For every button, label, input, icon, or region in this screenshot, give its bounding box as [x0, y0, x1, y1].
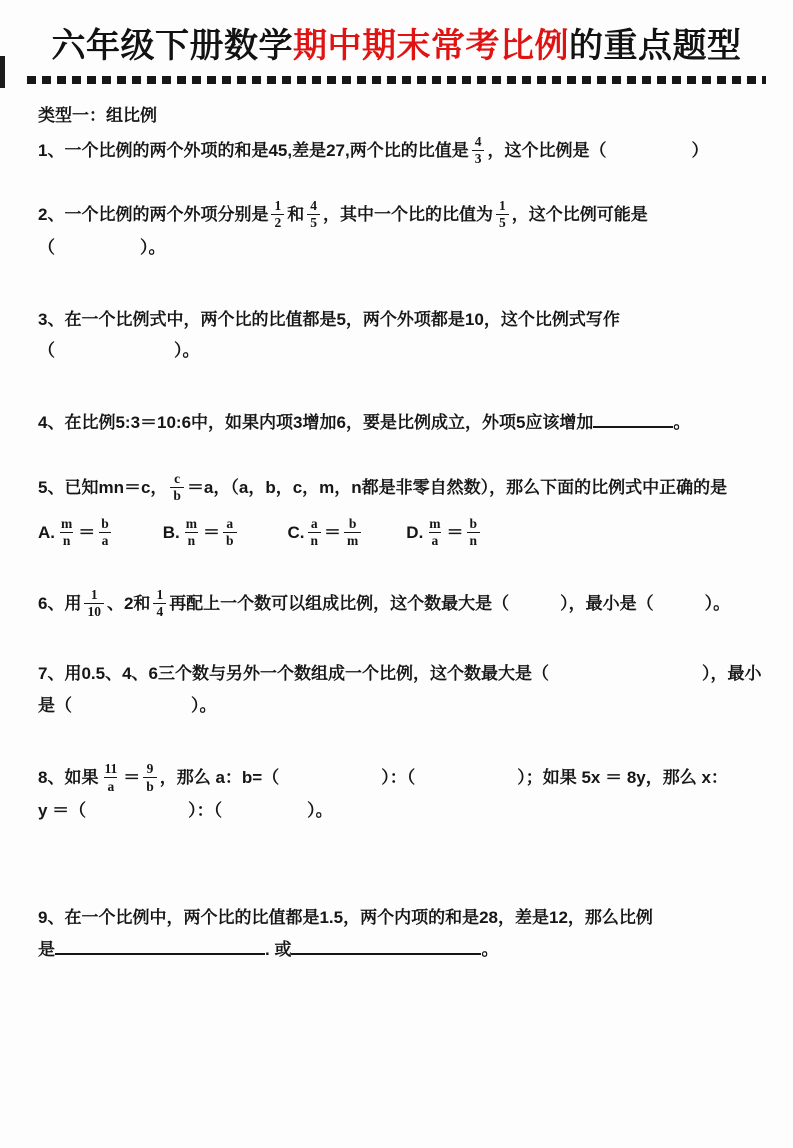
- fraction-numerator: m: [429, 515, 441, 531]
- fraction-denominator: b: [170, 487, 184, 503]
- text-run: 4、在比例5:3＝10:6中，如果内项3增加6，要是比例成立，外项5应该增加: [38, 413, 594, 433]
- text-run: ，这个比例是（ ）: [487, 140, 709, 160]
- fraction: [271, 199, 284, 230]
- questions: [38, 133, 763, 965]
- scan-artifact: [0, 56, 5, 88]
- fraction: [496, 199, 509, 230]
- fraction-denominator: a: [429, 532, 442, 548]
- text-run: ，这个比例可能是: [511, 204, 648, 224]
- fraction-denominator: 5: [496, 214, 509, 230]
- text-run: 1、一个比例的两个外项的和是45,差是27,两个比的比值是: [38, 140, 469, 160]
- title-part-black-1: 六年级下册数学: [51, 27, 293, 65]
- text-run: D.: [406, 522, 424, 542]
- fraction-denominator: n: [60, 532, 74, 548]
- fraction-denominator: n: [467, 532, 481, 548]
- fraction-denominator: a: [99, 532, 112, 548]
- question-3: [38, 305, 763, 367]
- text-run: ＝: [324, 522, 342, 542]
- text-run: 。: [673, 413, 691, 433]
- fraction: [153, 588, 166, 619]
- text-run: 5、已知mn＝c，: [38, 477, 168, 497]
- question-5: [38, 470, 763, 549]
- text-run: 。: [481, 939, 499, 959]
- dotted-divider: [27, 76, 766, 84]
- text-run: B.: [162, 522, 180, 542]
- question-line: [38, 903, 763, 933]
- fraction: [472, 135, 485, 166]
- fraction-numerator: 4: [310, 197, 317, 213]
- fraction-numerator: b: [348, 515, 357, 531]
- fraction: [344, 517, 361, 548]
- question-line: [38, 659, 763, 689]
- fraction-denominator: 10: [84, 603, 104, 619]
- text-run: （ ）。: [38, 341, 200, 361]
- text-run: 2、一个比例的两个外项分别是: [38, 204, 269, 224]
- text-run: . 或: [265, 939, 292, 959]
- text-run: 3、在一个比例式中，两个比的比值都是5，两个外项都是10，这个比例式写作: [38, 309, 620, 329]
- fraction-denominator: b: [143, 777, 157, 793]
- fraction-numerator: 1: [498, 197, 506, 213]
- text-run: ＝: [203, 522, 221, 542]
- fraction: [170, 472, 184, 503]
- text-run: ＝: [446, 522, 464, 542]
- section-heading: 类型一：组比例: [38, 105, 157, 125]
- fraction: [84, 588, 104, 619]
- answer-blank: [55, 938, 265, 954]
- text-run: ＝: [78, 522, 96, 542]
- text-run: （ ）。: [38, 237, 166, 257]
- question-1: [38, 133, 763, 167]
- fraction: [308, 517, 322, 548]
- question-line: [38, 470, 763, 504]
- fraction-denominator: b: [223, 532, 237, 548]
- fraction-numerator: b: [469, 515, 478, 531]
- fraction-numerator: 1: [90, 586, 98, 602]
- question-line: [38, 233, 763, 263]
- text-run: y ＝（ ）：（ ）。: [38, 801, 333, 821]
- fraction: [307, 199, 320, 230]
- question-line: [38, 796, 763, 826]
- text-run: 再配上一个数可以组成比例，这个数最大是（ ），最小是（ ）。: [169, 593, 731, 613]
- fraction-denominator: n: [308, 532, 322, 548]
- fraction-denominator: 3: [472, 150, 485, 166]
- text-run: 7、用0.5、4、6三个数与另外一个数组成一个比例，这个数最大是（ ），最小: [38, 663, 762, 683]
- fraction-numerator: 4: [474, 133, 482, 149]
- fraction-numerator: 9: [146, 761, 154, 777]
- question-8: [38, 763, 763, 826]
- text-run: 是: [38, 939, 55, 959]
- text-run: 、2和: [106, 593, 151, 613]
- fraction: [143, 762, 157, 793]
- question-line: [38, 691, 763, 721]
- fraction-numerator: c: [174, 470, 181, 486]
- text-run: ＝a，（a，b，c，m，n都是非零自然数），那么下面的比例式中正确的是: [186, 477, 728, 497]
- fraction: [98, 517, 112, 548]
- text-run: 9、在一个比例中，两个比的比值都是1.5，两个内项的和是28，差是12，那么比例: [38, 908, 653, 928]
- question-7: [38, 659, 763, 721]
- question-line: [38, 133, 763, 167]
- fraction: [101, 762, 120, 793]
- fraction-denominator: m: [344, 532, 361, 548]
- fraction-numerator: a: [310, 515, 318, 531]
- fraction: [58, 517, 75, 548]
- fraction: [467, 517, 481, 548]
- question-4: [38, 408, 763, 438]
- question-line: [38, 336, 763, 366]
- fraction-numerator: m: [185, 515, 198, 531]
- question-2: [38, 197, 763, 263]
- answer-blank: [593, 412, 673, 428]
- text-run: 是（ ）。: [38, 695, 217, 715]
- fraction-denominator: 5: [307, 214, 320, 230]
- title-part-black-2: 的重点题型: [569, 27, 742, 65]
- question-line: [38, 586, 763, 620]
- question-line: [38, 515, 763, 549]
- fraction: [426, 517, 443, 548]
- text-run: 8、如果: [38, 768, 99, 788]
- question-line: [38, 408, 763, 438]
- question-9: [38, 903, 763, 965]
- fraction-denominator: 2: [271, 214, 284, 230]
- text-run: ，其中一个比的比值为: [322, 204, 493, 224]
- title-part-red: 期中期末常考比例: [293, 27, 569, 65]
- fraction-numerator: 11: [104, 761, 118, 777]
- fraction: [183, 517, 200, 548]
- question-line: [38, 935, 763, 965]
- question-6: [38, 586, 763, 620]
- question-line: [38, 197, 763, 231]
- text-run: ，那么 a：b=（ ）：（ ）；如果 5x ＝ 8y，那么 x：: [159, 768, 728, 788]
- question-line: [38, 763, 763, 794]
- fraction-numerator: a: [226, 515, 234, 531]
- fraction-denominator: a: [104, 777, 117, 793]
- fraction-numerator: 1: [156, 586, 164, 602]
- fraction-denominator: 4: [153, 603, 166, 619]
- text-run: C.: [287, 522, 305, 542]
- fraction-denominator: n: [185, 532, 199, 548]
- answer-blank: [291, 938, 481, 954]
- text-run: 6、用: [38, 593, 82, 613]
- fraction-numerator: m: [61, 515, 73, 531]
- page-title: [30, 26, 763, 67]
- fraction-numerator: 1: [274, 197, 282, 213]
- text-run: ＝: [123, 768, 141, 788]
- fraction-numerator: b: [101, 515, 109, 531]
- text-run: 和: [287, 204, 305, 224]
- fraction: [223, 517, 237, 548]
- question-line: [38, 305, 763, 335]
- text-run: A.: [38, 522, 55, 542]
